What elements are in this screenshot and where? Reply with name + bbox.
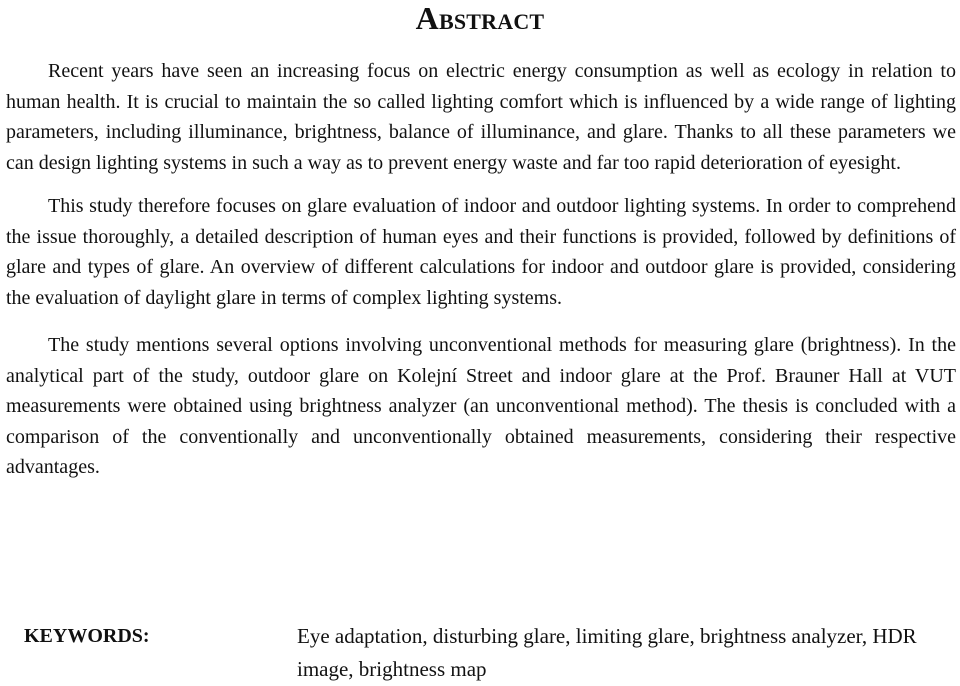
keywords-label: KEYWORDS:	[24, 625, 150, 647]
abstract-body	[6, 56, 956, 499]
abstract-title: Abstract	[415, 0, 545, 36]
abstract-paragraph-2: This study therefore focuses on glare evaluation of indoor and outdoor lighting systems. In order to comprehend the issue thoroughly, a detailed description of human eyes and their functions is provided, followed by definitions of glare and types of glare. An overview of different calculations for indoor and outdoor glare is provided, considering the evaluation of daylight glare in terms of complex lighting systems.	[6, 195, 956, 309]
keywords-text: Eye adaptation, disturbing glare, limiting glare, brightness analyzer, HDR image, brightness map	[297, 624, 917, 681]
abstract-paragraph-3: The study mentions several options involving unconventional methods for measuring glare (brightness). In the analytical part of the study, outdoor glare on Kolejní Street and indoor glare at the Prof. Brauner Hall at VUT measurements were obtained using brightness analyzer (an unconventional method). The thesis is concluded with a comparison of the conventionally and unconventionally obtained measurements, considering their respective advantages.	[6, 334, 956, 478]
keywords-section	[24, 620, 956, 686]
abstract-paragraph-1: Recent years have seen an increasing focus on electric energy consumption as well as ecology in relation to human health. It is crucial to maintain the so called lighting comfort which is influenced by a wide range of lighting parameters, including illuminance, brightness, balance of illuminance, and glare. Thanks to all these parameters we can design lighting systems in such a way as to prevent energy waste and far too rapid deterioration of eyesight.	[6, 60, 956, 174]
